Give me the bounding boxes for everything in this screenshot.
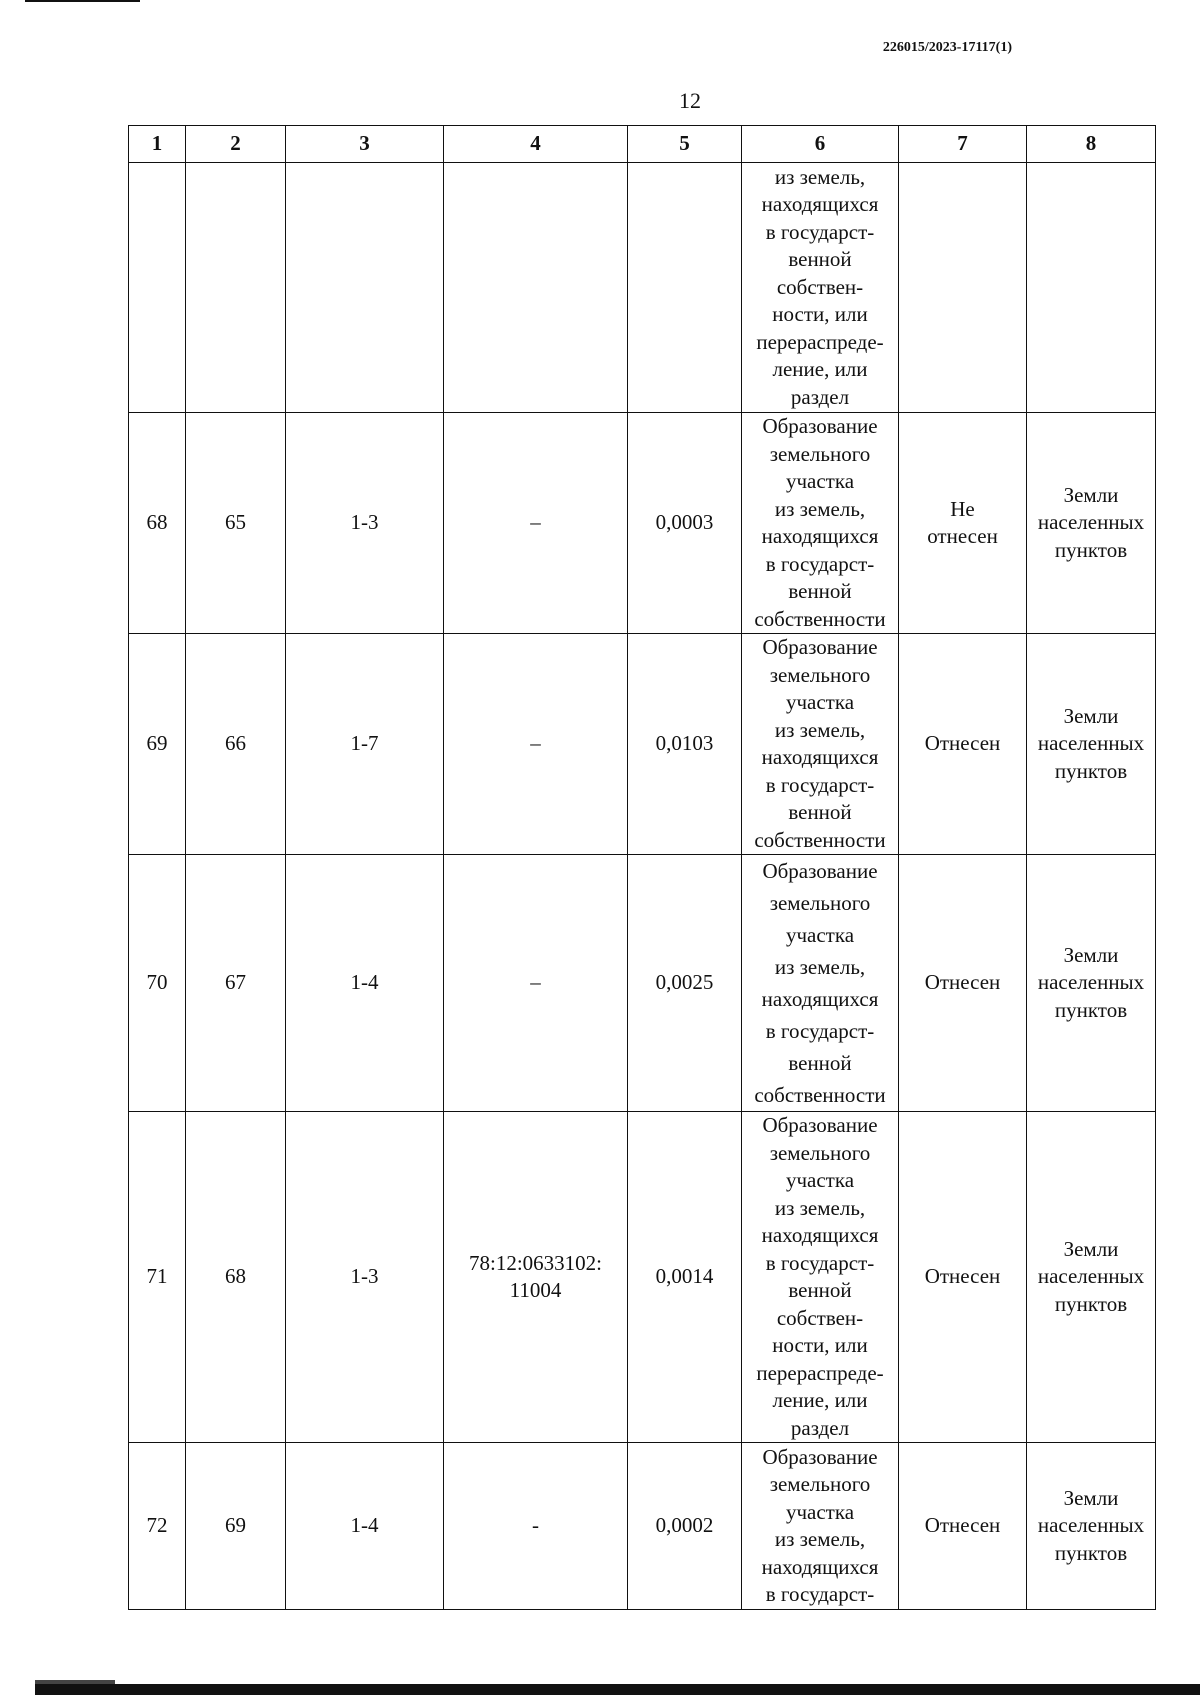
- table-cell: 66: [186, 634, 286, 855]
- header-cell: 6: [742, 126, 899, 163]
- table-cell: Образование земельного участка из земель, находящихся в государст- венной собственности: [742, 413, 899, 634]
- table-cell: –: [444, 413, 628, 634]
- table-cell: Отнесен: [899, 1443, 1027, 1610]
- table-cell: [186, 163, 286, 413]
- scan-bottom-border: [35, 1684, 1200, 1695]
- table-cell: Образование земельного участка из земель, находящихся в государст- венной собствен- ности, или перераспреде- ление, или раздел: [742, 1112, 899, 1443]
- table-cell: [129, 163, 186, 413]
- table-row: [129, 634, 1156, 855]
- table-cell: -: [444, 1443, 628, 1610]
- header-row: [129, 126, 1156, 163]
- table-cell: 69: [186, 1443, 286, 1610]
- table-cell: [899, 163, 1027, 413]
- table-cell: 1-7: [286, 634, 444, 855]
- table-cell: 72: [129, 1443, 186, 1610]
- table-cell: [286, 163, 444, 413]
- table-row: [129, 1443, 1156, 1610]
- header-cell: 3: [286, 126, 444, 163]
- table-cell: 78:12:0633102: 11004: [444, 1112, 628, 1443]
- table-cell: –: [444, 634, 628, 855]
- page-number: 12: [679, 88, 701, 113]
- table-row: [129, 413, 1156, 634]
- table-cell: 67: [186, 855, 286, 1112]
- table-cell: 71: [129, 1112, 186, 1443]
- table-cell: Образование земельного участка из земель, находящихся в государст- венной собственности: [742, 634, 899, 855]
- page-number-wrap: [0, 88, 1200, 114]
- header-cell: 4: [444, 126, 628, 163]
- table-cell: 68: [186, 1112, 286, 1443]
- document-number: 226015/2023-17117(1): [882, 40, 1012, 55]
- table-cell: Земли населенных пунктов: [1027, 413, 1156, 634]
- table-cell: Земли населенных пунктов: [1027, 634, 1156, 855]
- table-cell: 0,0003: [628, 413, 742, 634]
- header-cell: 2: [186, 126, 286, 163]
- table-cell: Не отнесен: [899, 413, 1027, 634]
- table-cell: Образование земельного участка из земель, находящихся в государст-: [742, 1443, 899, 1610]
- table-cell: 1-4: [286, 1443, 444, 1610]
- continuation-row: [129, 163, 1156, 413]
- table-cell: 1-4: [286, 855, 444, 1112]
- land-plots-table: [128, 125, 1156, 1610]
- table-cell: 0,0025: [628, 855, 742, 1112]
- table-cell: 0,0014: [628, 1112, 742, 1443]
- table-cell: [1027, 163, 1156, 413]
- header-cell: 7: [899, 126, 1027, 163]
- table-row: [129, 1112, 1156, 1443]
- table-cell: 65: [186, 413, 286, 634]
- top-rule: [25, 0, 140, 2]
- table-cell: 0,0002: [628, 1443, 742, 1610]
- table-row: [129, 855, 1156, 1112]
- table-cell: 0,0103: [628, 634, 742, 855]
- header-cell: 5: [628, 126, 742, 163]
- header-cell: 8: [1027, 126, 1156, 163]
- table-cell: Образование земельного участка из земель, находящихся в государст- венной собственности: [742, 855, 899, 1112]
- table-cell: 68: [129, 413, 186, 634]
- table-cell: Земли населенных пунктов: [1027, 1112, 1156, 1443]
- table-cell: Отнесен: [899, 1112, 1027, 1443]
- table-cell: Отнесен: [899, 634, 1027, 855]
- table-cell: 69: [129, 634, 186, 855]
- table-cell: из земель, находящихся в государст- венной собствен- ности, или перераспреде- ление, или раздел: [742, 163, 899, 413]
- table-cell: [444, 163, 628, 413]
- table-cell: Земли населенных пунктов: [1027, 855, 1156, 1112]
- table-cell: –: [444, 855, 628, 1112]
- table-cell: 1-3: [286, 1112, 444, 1443]
- table-cell: Земли населенных пунктов: [1027, 1443, 1156, 1610]
- header-cell: 1: [129, 126, 186, 163]
- table-cell: 1-3: [286, 413, 444, 634]
- table-cell: Отнесен: [899, 855, 1027, 1112]
- table-cell: 70: [129, 855, 186, 1112]
- table-cell: [628, 163, 742, 413]
